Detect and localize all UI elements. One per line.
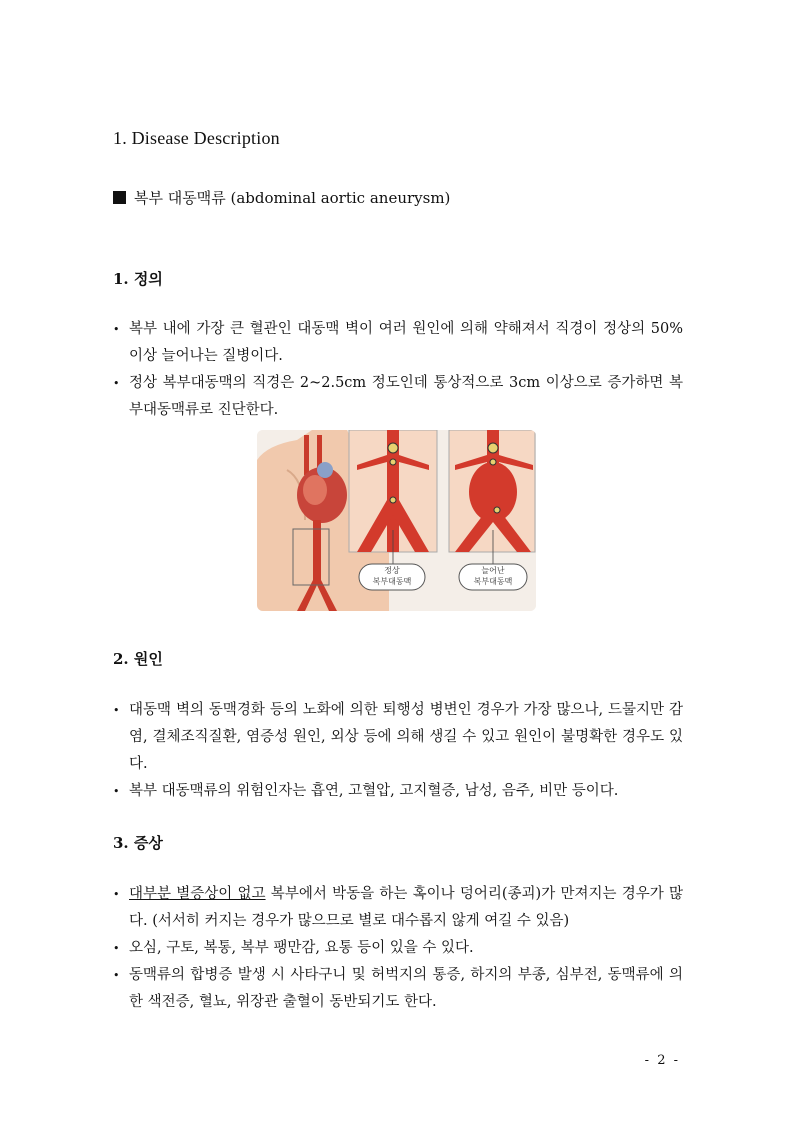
label-dilated-line2: 복부대동맥 [473, 577, 513, 586]
bullet-icon: • [113, 969, 120, 982]
label-normal [359, 565, 425, 587]
aorta-illustration [257, 430, 536, 611]
bullet-icon: • [113, 377, 120, 390]
bullet-icon: • [113, 942, 120, 955]
list-item: • 대부분 별증상이 없고 복부에서 박동을 하는 혹이나 덩어리(종괴)가 만져지는 경우가 많다. (서서히 커지는 경우가 많으므로 별로 대수롭지 않게 여길 수 있음) [113, 881, 683, 935]
subtitle-text: 복부 대동맥류 (abdominal aortic aneurysm) [134, 189, 451, 207]
list-item: • 대동맥 벽의 동맥경화 등의 노화에 의한 퇴행성 병변인 경우가 가장 많으나, 드물지만 감염, 결체조직질환, 염증성 원인, 외상 등에 의해 생길 수 있고 원인이 불명확한 경우도 있다. [113, 697, 683, 778]
list-item: • 복부 대동맥류의 위험인자는 흡연, 고혈압, 고지혈증, 남성, 음주, 비만 등이다. [113, 778, 683, 805]
bullet-icon: • [113, 704, 120, 717]
black-square-icon [113, 191, 126, 204]
page-title: 1. Disease Description [113, 128, 280, 148]
list-item: • 정상 복부대동맥의 직경은 2~2.5cm 정도인데 통상적으로 3cm 이상으로 증가하면 복부대동맥류로 진단한다. [113, 370, 683, 424]
section-cause-body [113, 697, 683, 805]
section-title-symptoms: 3. 증상 [113, 834, 163, 852]
section-title-cause: 2. 원인 [113, 650, 163, 668]
list-item: • 복부 내에 가장 큰 혈관인 대동맥 벽이 여러 원인에 의해 약해져서 직경이 정상의 50% 이상 늘어나는 질병이다. [113, 316, 683, 370]
subtitle [113, 187, 450, 208]
page-number: - 2 - [644, 1053, 680, 1068]
bullet-icon: • [113, 323, 120, 336]
section-title-definition: 1. 정의 [113, 270, 163, 288]
section-symptoms-body [113, 881, 683, 1016]
underlined-text: 대부분 별증상이 없고 [129, 886, 266, 902]
label-dilated [459, 565, 527, 587]
label-normal-line1: 정상 [384, 566, 400, 575]
label-dilated-line1: 늘어난 [481, 566, 505, 575]
bullet-icon: • [113, 888, 120, 901]
section-definition-body [113, 316, 683, 424]
bullet-icon: • [113, 785, 120, 798]
list-item: • 동맥류의 합병증 발생 시 사타구니 및 허벅지의 통증, 하지의 부종, 심부전, 동맥류에 의한 색전증, 혈뇨, 위장관 출혈이 동반되기도 한다. [113, 962, 683, 1016]
list-item: • 오심, 구토, 복통, 복부 팽만감, 요통 등이 있을 수 있다. [113, 935, 683, 962]
label-normal-line2: 복부대동맥 [372, 577, 412, 586]
